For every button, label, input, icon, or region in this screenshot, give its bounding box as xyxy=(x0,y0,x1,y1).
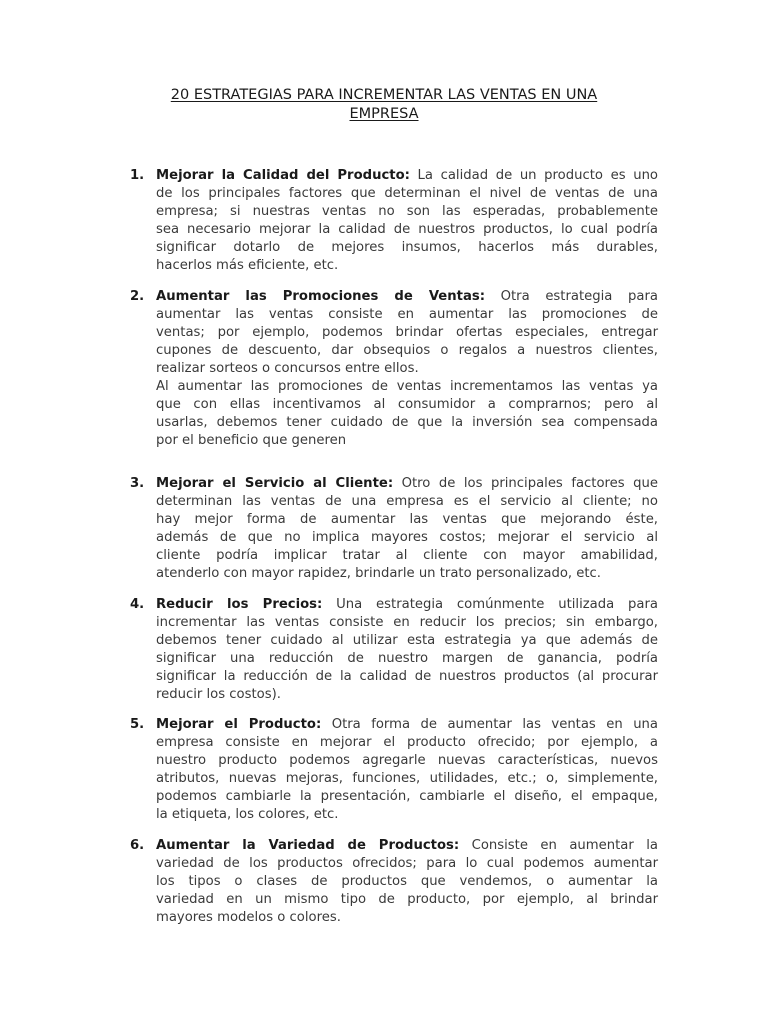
strategy-line: sea necesario mejorar la calidad de nuestros productos, lo cual podría xyxy=(156,222,658,237)
strategy-number: 2. xyxy=(130,289,145,304)
strategy-line: empresa consiste en mejorar el producto ofrecido; por ejemplo, a xyxy=(156,735,658,750)
strategy-body xyxy=(156,716,658,824)
strategy-line: usarlas, debemos tener cuidado de que la inversión sea compensada xyxy=(156,415,658,430)
strategy-line: de los principales factores que determinan el nivel de ventas de una xyxy=(156,186,658,201)
strategy-number: 1. xyxy=(130,168,145,183)
title-line-1: 20 ESTRATEGIAS PARA INCREMENTAR LAS VENTAS EN UNA xyxy=(170,87,598,103)
strategy-body xyxy=(156,167,658,275)
strategy-line: Al aumentar las promociones de ventas incrementamos las ventas ya xyxy=(156,379,658,394)
strategy-line: significar dotarlo de mejores insumos, hacerlos más durables, xyxy=(156,240,658,255)
strategy-line: ventas; por ejemplo, podemos brindar ofertas especiales, entregar xyxy=(156,325,658,340)
strategy-number: 4. xyxy=(130,597,145,612)
strategy-text: La calidad de un producto es uno xyxy=(409,168,658,183)
strategy-line: nuestro producto podemos agregarle nuevas características, nuevos xyxy=(156,753,658,768)
strategy-line: variedad de los productos ofrecidos; para lo cual podemos aumentar xyxy=(156,856,658,871)
strategy-line xyxy=(156,167,658,185)
strategy-line: reducir los costos). xyxy=(156,687,281,702)
strategy-line: los tipos o clases de productos que vendemos, o aumentar la xyxy=(156,874,658,889)
strategy-text: Otro de los principales factores que xyxy=(393,476,658,491)
strategy-number: 3. xyxy=(130,476,145,491)
strategy-line: debemos tener cuidado al utilizar esta estrategia ya que además de xyxy=(156,633,658,648)
strategy-line: cupones de descuento, dar obsequios o regalos a nuestros clientes, xyxy=(156,343,658,358)
strategy-line: mayores modelos o colores. xyxy=(156,910,341,925)
strategy-body xyxy=(156,288,658,450)
title-line-2: EMPRESA xyxy=(349,106,419,122)
strategy-line: significar la reducción de la calidad de nuestros productos (al procurar xyxy=(156,669,658,684)
strategy-line: podemos cambiarle la presentación, cambiarle el diseño, el empaque, xyxy=(156,789,658,804)
strategy-body xyxy=(156,475,658,583)
strategy-text: Otra forma de aumentar las ventas en una xyxy=(321,717,658,732)
strategy-line xyxy=(156,837,658,855)
strategy-line: cliente podría implicar tratar al cliente con mayor amabilidad, xyxy=(156,548,658,563)
strategy-text: Otra estrategia para xyxy=(484,289,658,304)
strategy-line: aumentar las ventas consiste en aumentar las promociones de xyxy=(156,307,658,322)
strategy-label: Aumentar la Variedad de Productos: xyxy=(156,838,460,853)
strategy-line xyxy=(156,475,658,493)
strategy-line: determinan las ventas de una empresa es el servicio al cliente; no xyxy=(156,494,658,509)
strategy-line: por el beneficio que generen xyxy=(156,433,347,448)
strategy-line xyxy=(156,288,658,306)
strategy-line: que con ellas incentivamos al consumidor a comprarnos; pero al xyxy=(156,397,658,412)
strategy-text: Una estrategia comúnmente utilizada para xyxy=(322,597,659,612)
strategy-line: realizar sorteos o concursos entre ellos. xyxy=(156,361,419,376)
strategy-line: además de que no implica mayores costos; mejorar el servicio al xyxy=(156,530,658,545)
strategy-line xyxy=(156,596,658,614)
strategy-label: Reducir los Precios: xyxy=(156,597,323,612)
strategy-number: 6. xyxy=(130,838,145,853)
strategy-line: hay mejor forma de aumentar las ventas que mejorando éste, xyxy=(156,512,658,527)
strategy-line: variedad en un mismo tipo de producto, por ejemplo, al brindar xyxy=(156,892,658,907)
strategy-label: Aumentar las Promociones de Ventas: xyxy=(156,289,485,304)
strategy-label: Mejorar el Producto: xyxy=(156,717,322,732)
strategy-text: Consiste en aumentar la xyxy=(459,838,658,853)
strategy-line: la etiqueta, los colores, etc. xyxy=(156,807,339,822)
strategy-label: Mejorar la Calidad del Producto: xyxy=(156,168,410,183)
strategy-line: atributos, nuevas mejoras, funciones, utilidades, etc.; o, simplemente, xyxy=(156,771,658,786)
strategy-line xyxy=(156,716,658,734)
strategy-line: significar una reducción de nuestro margen de ganancia, podría xyxy=(156,651,658,666)
strategy-number: 5. xyxy=(130,717,145,732)
strategy-line: atenderlo con mayor rapidez, brindarle un trato personalizado, etc. xyxy=(156,566,602,581)
strategy-body xyxy=(156,837,658,927)
strategy-body xyxy=(156,596,658,704)
strategy-label: Mejorar el Servicio al Cliente: xyxy=(156,476,394,491)
strategy-line: empresa; si nuestras ventas no son las esperadas, probablemente xyxy=(156,204,658,219)
strategy-line: hacerlos más eficiente, etc. xyxy=(156,258,339,273)
document-title xyxy=(110,86,658,124)
strategy-line: incrementar las ventas consiste en reducir los precios; sin embargo, xyxy=(156,615,658,630)
